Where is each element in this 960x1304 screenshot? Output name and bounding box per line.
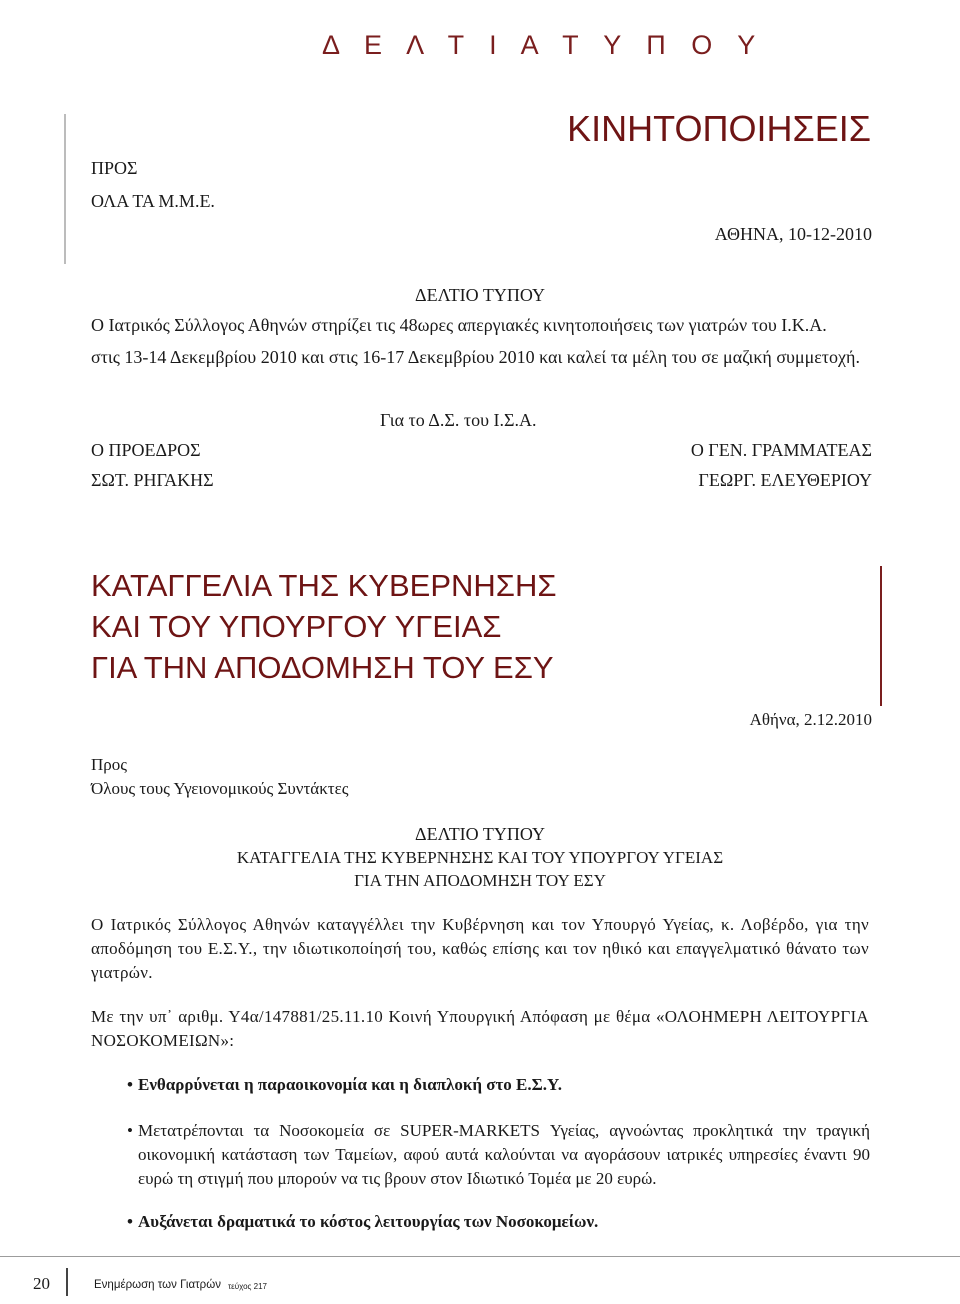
bullet-icon: • [127,1121,133,1140]
press-release-title: ΔΕΛΤΙΟ ΤΥΠΟΥ [415,824,545,844]
paragraph: Με την υπ᾽ αριθμ. Υ4α/147881/25.11.10 Κοινή Υπουργική Απόφαση με θέμα «ΟΛΟΗΜΕΡΗ ΛΕΙΤΟΥΡΓΙΑ ΝΟΣΟΚΟΜΕΙΩΝ»: [91,1007,869,1050]
publication-title: Ενημέρωση των Γιατρών [94,1279,221,1291]
press-release-subtitle: ΚΑΤΑΓΓΕΛΙΑ ΤΗΣ ΚΥΒΕΡΝΗΣΗΣ ΚΑΙ ΤΟΥ ΥΠΟΥΡΓΟΥ ΥΓΕΙΑΣ [236,848,724,867]
to-recipients: Όλους τους Υγειονομικούς Συντάκτες [91,779,349,798]
right-accent-line [880,566,882,706]
secretary-name: ΓΕΩΡΓ. ΕΛΕΥΘΕΡΙΟΥ [698,470,872,490]
president-name: ΣΩΤ. ΡΗΓΑΚΗΣ [91,470,214,490]
footer-divider [66,1268,68,1296]
secretary-title: Ο ΓΕΝ. ΓΡΑΜΜΑΤΕΑΣ [690,440,872,460]
headline [91,565,557,688]
to-label: ΠΡΟΣ [91,158,138,178]
paragraph: Ο Ιατρικός Σύλλογος Αθηνών καταγγέλλει την Κυβέρνηση και τον Υπουργό Υγείας, κ. Λοβέρδο, για την αποδόμηση του Ε.Σ.Υ., την ιδιωτικοποίησή του, καθώς επίσης και τον ηθικό και επαγγελματικό θάνατο των γιατρών. [91,915,869,982]
notice-body-line: Ο Ιατρικός Σύλλογος Αθηνών στηρίζει τις 48ωρες απεργιακές κινητοποιήσεις των γιατρών του Ι.Κ.Α. [91,315,827,335]
issue-number: τεύχος 217 [228,1282,267,1291]
footer-rule [0,1256,960,1257]
bullet-text: Αυξάνεται δραματικά το κόστος λειτουργίας των Νοσοκομείων. [138,1212,599,1231]
press-release-title: ΔΕΛΤΙΟ ΤΥΠΟΥ [415,285,545,305]
board-label: Για το Δ.Σ. του Ι.Σ.Α. [380,410,537,430]
press-release-heading [0,823,960,892]
release-date: Αθήνα, 2.12.2010 [749,710,872,729]
president-title: Ο ΠΡΟΕΔΡΟΣ [91,440,201,460]
bullet-item [127,1119,870,1191]
page-number: 20 [33,1274,50,1293]
bullet-icon: • [127,1212,133,1231]
bullet-icon: • [127,1075,133,1094]
bullet-text: Ενθαρρύνεται η παραοικονομία και η διαπλοκή στο Ε.Σ.Υ. [138,1075,562,1094]
header-title: Δ Ε Λ Τ Ι Α Τ Υ Π Ο Υ [322,30,765,60]
bullet-text: Μετατρέπονται τα Νοσοκομεία σε SUPER-MARKETS Υγείας, αγνοώντας προκλητικά την τραγική οικονομική κατάσταση των Ταμείων, αφού αυτά καλούνται να αγοράσουν ιατρικές υπηρεσίες έναντι 90 ευρώ τη στιγμή που μπορούν να τις βρουν στον Ιδιωτικό Τομέα με 20 ευρώ. [138,1121,870,1188]
section-title: ΚΙΝΗΤΟΠΟΙΗΣΕΙΣ [567,108,871,149]
press-release-subtitle: ΓΙΑ ΤΗΝ ΑΠΟΔΟΜΗΣΗ ΤΟΥ ΕΣΥ [354,871,606,890]
to-recipients: ΟΛΑ ΤΑ Μ.Μ.Ε. [91,191,215,211]
headline-line: ΚΑΤΑΓΓΕΛΙΑ ΤΗΣ ΚΥΒΕΡΝΗΣΗΣ [91,568,557,603]
notice-body-line: στις 13-14 Δεκεμβρίου 2010 και στις 16-17 Δεκεμβρίου 2010 και καλεί τα μέλη του σε μαζική συμμετοχή. [91,347,860,367]
headline-line: ΓΙΑ ΤΗΝ ΑΠΟΔΟΜΗΣΗ ΤΟΥ ΕΣΥ [91,650,554,685]
bullet-item [127,1073,870,1097]
notice-date: ΑΘΗΝΑ, 10-12-2010 [714,224,872,244]
bullet-item [127,1210,870,1234]
to-label: Προς [91,755,127,774]
left-divider-line [64,114,66,264]
headline-line: ΚΑΙ ΤΟΥ ΥΠΟΥΡΓΟΥ ΥΓΕΙΑΣ [91,609,502,644]
